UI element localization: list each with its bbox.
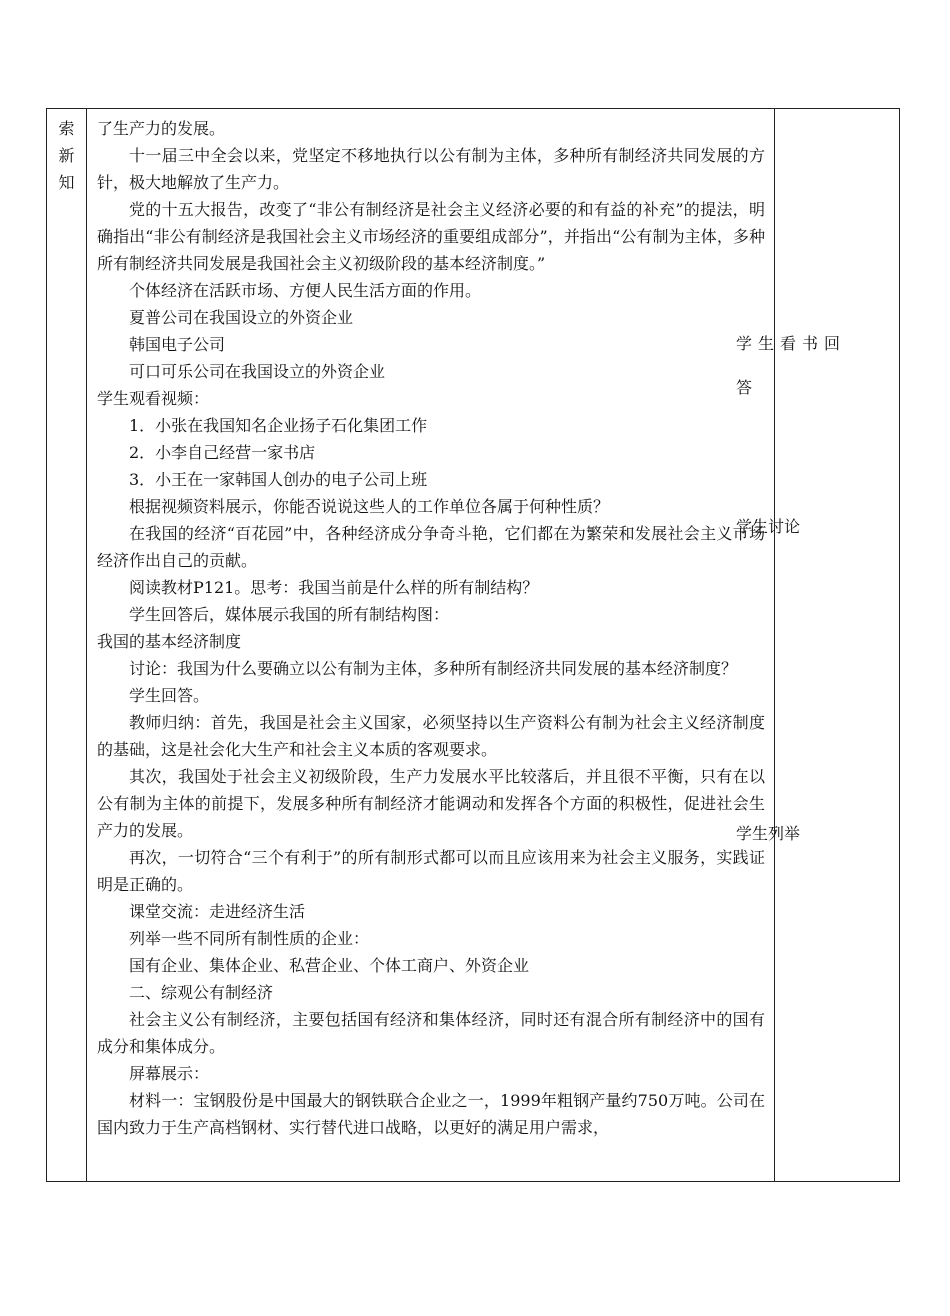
content-paragraph: 讨论：我国为什么要确立以公有制为主体，多种所有制经济共同发展的基本经济制度？ — [129, 659, 738, 678]
content-paragraph: 学生回答。 — [129, 686, 210, 705]
section-label-char: 新 — [58, 146, 75, 165]
content-paragraph: 材料一：宝钢股份是中国最大的钢铁联合企业之一，1999年粗钢产量约750万吨。公司在国内致力于生产高档钢材、实行替代进口战略，以更好的满足用户需求， — [97, 1091, 765, 1137]
lesson-content — [97, 115, 765, 1141]
content-paragraph: 在我国的经济“百花园”中，各种经济成分争奇斗艳，它们都在为繁荣和发展社会主义市场经济作出自己的贡献。 — [97, 524, 765, 570]
content-paragraph: 根据视频资料展示，你能否说说这些人的工作单位各属于何种性质？ — [129, 497, 610, 516]
content-paragraph: 可口可乐公司在我国设立的外资企业 — [129, 362, 386, 381]
content-paragraph: 二、综观公有制经济 — [129, 983, 274, 1002]
content-paragraph: 个体经济在活跃市场、方便人民生活方面的作用。 — [129, 281, 482, 300]
content-paragraph: 列举一些不同所有制性质的企业： — [129, 929, 370, 948]
content-paragraph: 3．小王在一家韩国人创办的电子公司上班 — [129, 470, 428, 489]
content-paragraph: 夏普公司在我国设立的外资企业 — [129, 308, 354, 327]
side-note-read-answer: 学生看书回答 — [736, 334, 847, 397]
content-paragraph: 韩国电子公司 — [129, 335, 226, 354]
content-paragraph: 课堂交流：走进经济生活 — [129, 902, 306, 921]
column-divider-right — [774, 109, 775, 1181]
content-paragraph: 了生产力的发展。 — [97, 119, 226, 138]
content-paragraph: 学生观看视频： — [97, 389, 210, 408]
content-paragraph: 党的十五大报告，改变了“非公有制经济是社会主义经济必要的和有益的补充”的提法，明确指出“非公有制经济是我国社会主义市场经济的重要组成部分”，并指出“公有制为主体，多种所有制经济共同发展是我国社会主义初级阶段的基本经济制度。” — [97, 200, 765, 273]
content-paragraph: 教师归纳：首先，我国是社会主义国家，必须坚持以生产资料公有制为社会主义经济制度的基础，这是社会化大生产和社会主义本质的客观要求。 — [97, 713, 765, 759]
content-paragraph: 1．小张在我国知名企业扬子石化集团工作 — [129, 416, 428, 435]
content-paragraph: 十一届三中全会以来，党坚定不移地执行以公有制为主体，多种所有制经济共同发展的方针，极大地解放了生产力。 — [97, 146, 765, 192]
content-paragraph: 其次，我国处于社会主义初级阶段，生产力发展水平比较落后，并且很不平衡，只有在以公有制为主体的前提下，发展多种所有制经济才能调动和发挥各个方面的积极性，促进社会生产力的发展。 — [97, 767, 765, 840]
content-paragraph: 再次，一切符合“三个有利于”的所有制形式都可以而且应该用来为社会主义服务，实践证明是正确的。 — [97, 848, 765, 894]
content-paragraph: 学生回答后，媒体展示我国的所有制结构图： — [129, 605, 450, 624]
side-note-list: 学生列举 — [736, 824, 801, 843]
side-note-discuss: 学生讨论 — [736, 517, 801, 536]
content-paragraph: 国有企业、集体企业、私营企业、个体工商户、外资企业 — [129, 956, 530, 975]
content-paragraph: 我国的基本经济制度 — [97, 632, 242, 651]
content-paragraph: 社会主义公有制经济，主要包括国有经济和集体经济，同时还有混合所有制经济中的国有成分和集体成分。 — [97, 1010, 765, 1056]
section-label-char: 索 — [58, 119, 75, 138]
section-label-char: 知 — [58, 173, 75, 192]
column-divider-left — [86, 109, 87, 1181]
content-paragraph: 阅读教材P121。思考：我国当前是什么样的所有制结构？ — [129, 578, 539, 597]
section-label — [47, 115, 86, 196]
content-paragraph: 屏幕展示： — [129, 1064, 210, 1083]
lesson-plan-table — [46, 108, 900, 1182]
content-paragraph: 2．小李自己经营一家书店 — [129, 443, 316, 462]
